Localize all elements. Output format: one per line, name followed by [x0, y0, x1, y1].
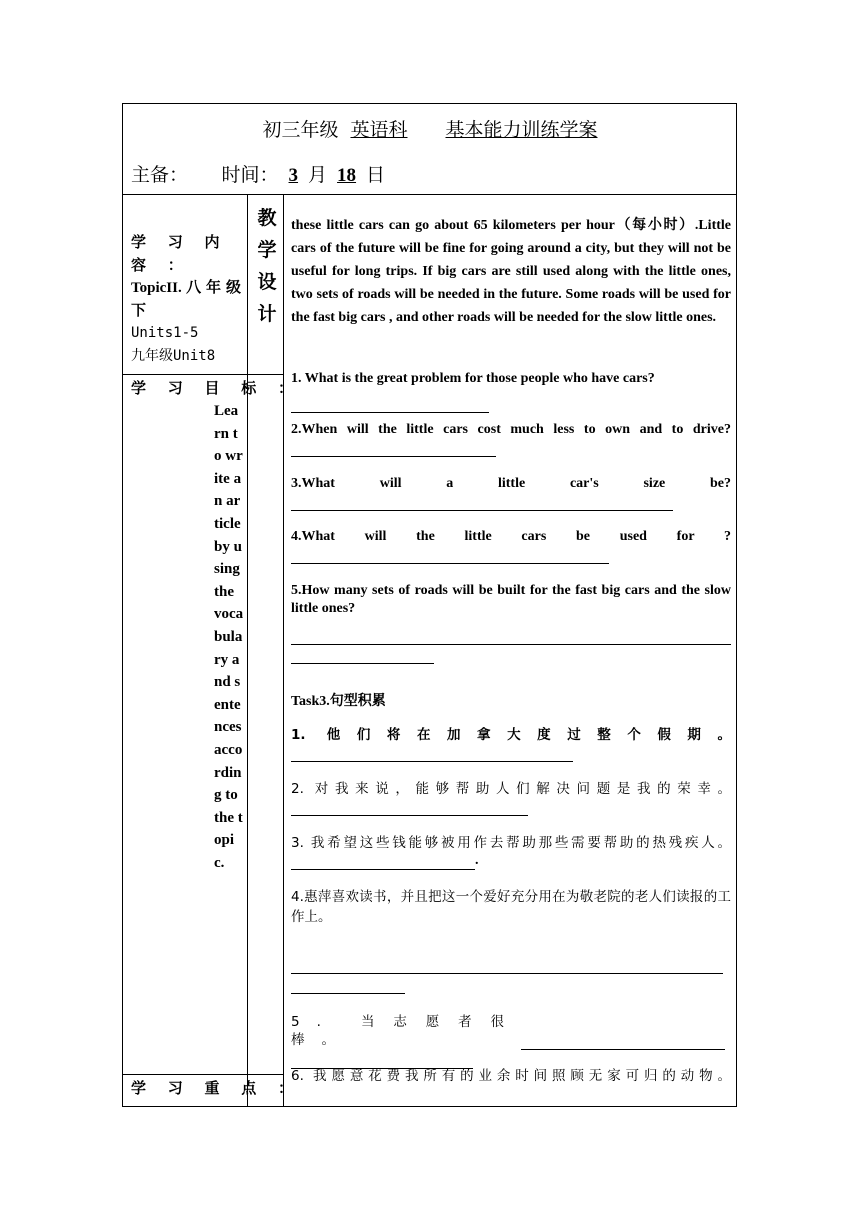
- middle-column-divider: [283, 194, 284, 1107]
- task3-item-4: [291, 887, 731, 994]
- subject-label: 英语科: [350, 120, 408, 141]
- content-grade9: 九年级Unit8: [131, 347, 216, 364]
- month-value: 3: [288, 165, 299, 186]
- task3-title: [291, 690, 731, 713]
- task3-line-5a[interactable]: [521, 1037, 725, 1050]
- task3-item-2: [291, 780, 731, 816]
- teaching-char-2: 学: [257, 240, 277, 261]
- teaching-design-label: [256, 203, 278, 331]
- task3-item-5-text: 5. 当志愿者很棒。: [291, 1014, 521, 1048]
- key-label: 学 习 重 点 ：: [131, 1081, 303, 1097]
- task3-item-1: [291, 726, 731, 762]
- task3-item-3: [291, 834, 731, 870]
- left-row-divider-1: [122, 374, 283, 375]
- task3-item-1-text: 1. 他们将在加拿大度过整个假期。: [291, 727, 731, 743]
- question-3: [291, 475, 731, 511]
- task3-item-5: [291, 1013, 731, 1069]
- goal-label: 学 习 目 标 ：: [131, 381, 303, 397]
- task3-line-4a[interactable]: [291, 961, 723, 974]
- teaching-char-1: 教: [257, 208, 277, 229]
- content-units: Units1-5: [131, 325, 199, 341]
- content-cell: [131, 232, 241, 367]
- plan-title: 基本能力训练学案: [445, 120, 598, 141]
- left-column-divider: [247, 194, 248, 1107]
- left-row-divider-2: [122, 1074, 283, 1075]
- header-divider: [122, 194, 737, 195]
- task3-item-6: [291, 1067, 731, 1085]
- passage-text: these little cars can go about 65 kilometers per hour（每小时）.Little cars of the future will be fine for going around a city, but they will not be useful for long trips. If big cars are still used along with the little ones, two sets of roads will be needed in the future. Some roads will be used for the fast big cars , and other roads will be needed for the slow little ones.: [291, 218, 731, 325]
- answer-line-2[interactable]: [291, 444, 496, 457]
- content-topic: TopicII. 八 年 级 下: [131, 280, 241, 319]
- task3-item-6-text: 6. 我愿意花费我所有的业余时间照顾无家可归的动物。: [291, 1068, 731, 1084]
- task3-title-text: Task3.句型积累: [291, 694, 386, 709]
- question-3-text: 3.What will a little car's size be?: [291, 476, 731, 491]
- answer-line-5b[interactable]: [291, 651, 434, 664]
- grade-label: 初三年级: [262, 120, 339, 141]
- question-5: [291, 582, 731, 664]
- question-1-text: 1. What is the great problem for those people who have cars?: [291, 371, 655, 386]
- answer-line-5a[interactable]: [291, 632, 731, 645]
- task3-line-3-dot: .: [475, 853, 479, 868]
- task3-line-4b[interactable]: [291, 981, 405, 994]
- question-2: [291, 421, 731, 457]
- question-4-text: 4.What will the little cars be used for ?: [291, 529, 731, 544]
- question-4: [291, 528, 731, 564]
- page-title: [0, 115, 860, 142]
- teaching-char-4: 计: [257, 304, 277, 325]
- teaching-char-3: 设: [257, 272, 277, 293]
- question-2-text: 2.When will the little cars cost much less to own and to drive?: [291, 422, 731, 437]
- answer-line-1[interactable]: [291, 400, 489, 413]
- month-label: 月: [308, 165, 328, 186]
- time-label: 时间：: [221, 165, 279, 186]
- question-5-text: 5.How many sets of roads will be built for the fast big cars and the slow little ones?: [291, 583, 731, 616]
- question-1: [291, 367, 731, 413]
- author-time-line: [131, 160, 385, 187]
- content-label: 学 习 内 容 ：: [131, 235, 229, 274]
- task3-line-3[interactable]: [291, 857, 475, 870]
- task3-line-1[interactable]: [291, 749, 573, 762]
- task3-item-2-text: 2. 对我来说，能够帮助人们解决问题是我的荣幸。: [291, 781, 731, 797]
- answer-line-3[interactable]: [291, 498, 673, 511]
- author-label: 主备：: [131, 165, 189, 186]
- answer-line-4[interactable]: [291, 551, 609, 564]
- day-label: 日: [366, 165, 386, 186]
- task3-line-2[interactable]: [291, 803, 528, 816]
- goal-text: Learn to write an article by using the vocabulary and sentences according to the topic.: [214, 403, 244, 871]
- task3-item-3-text: 3. 我希望这些钱能够被用作去帮助那些需要帮助的热残疾人。: [291, 835, 731, 851]
- task3-item-4-text: 4.惠萍喜欢读书，并且把这一个爱好充分用在为敬老院的老人们读报的工作上。: [291, 889, 731, 925]
- day-value: 18: [337, 165, 357, 186]
